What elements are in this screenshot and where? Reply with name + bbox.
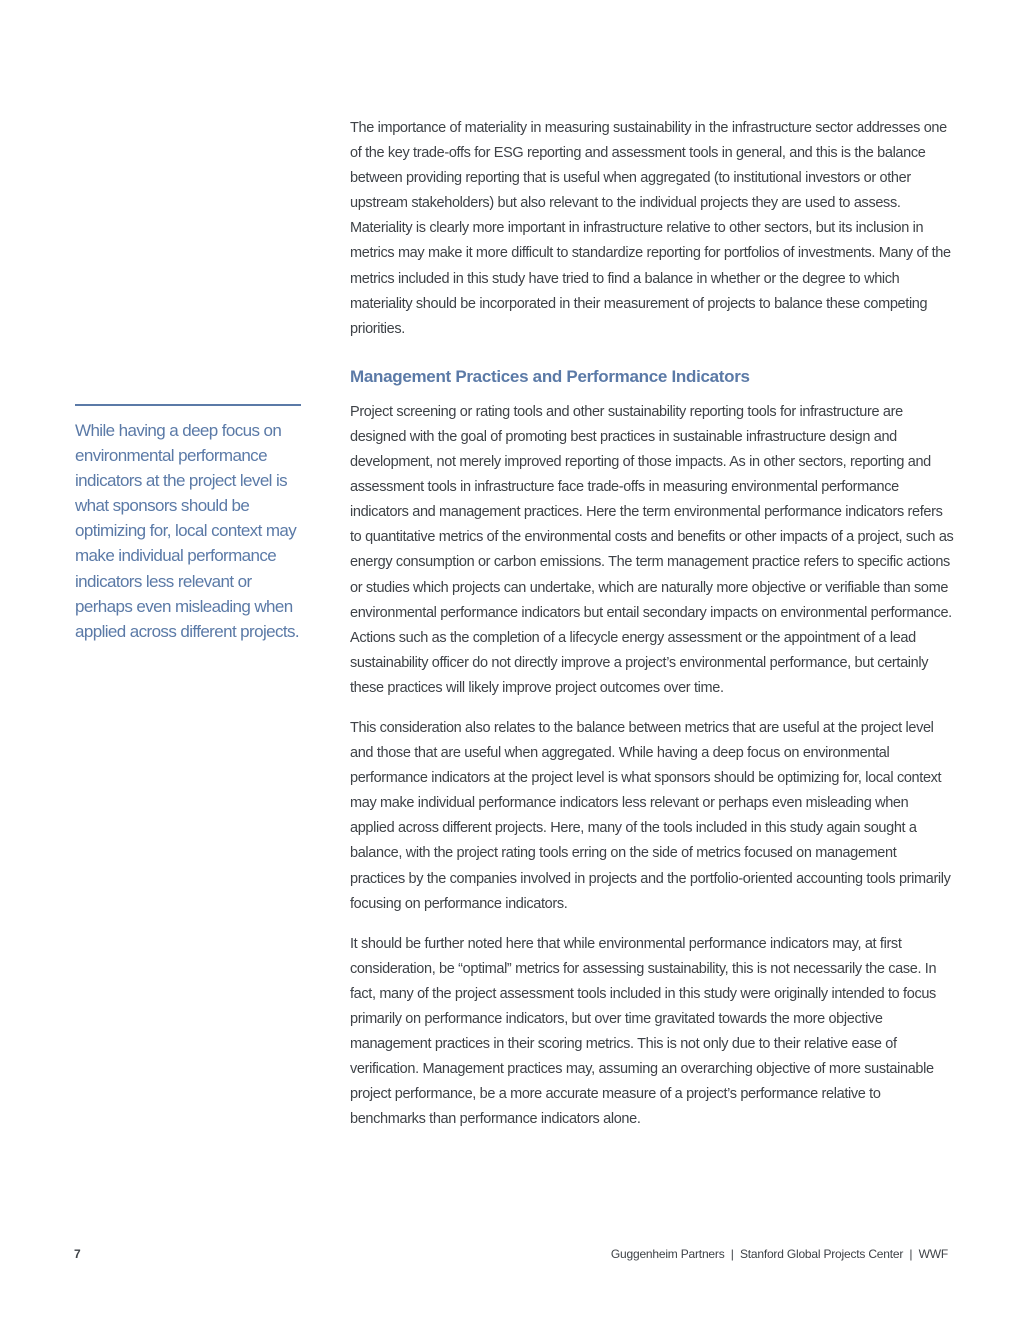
page-number: 7 xyxy=(74,1247,81,1261)
callout-divider xyxy=(75,404,301,406)
body-paragraph: It should be further noted here that while environmental performance indicators may, at first consideration, be “optimal” metrics for assessing sustainability, this is not necessarily the case. In fact, many of the project assessment tools included in this study were originally intended to focus primarily on performance indicators, but over time gravitated towards the more objective management practices in their scoring metrics. This is not only due to their relative ease of verification. Management practices may, assuming an overarching objective of more sustainable project performance, be a more accurate measure of a project’s performance relative to benchmarks than performance indicators alone. xyxy=(350,935,937,1128)
sidebar-callout xyxy=(75,404,301,644)
main-column xyxy=(350,116,954,1132)
body-paragraph: This consideration also relates to the balance between metrics that are useful at the project level and those that are useful when aggregated. While having a deep focus on environmental performance indicators at the project level is what sponsors should be optimizing for, local context may make individual performance indicators less relevant or perhaps even misleading when applied across different projects. Here, many of the tools included in this study again sought a balance, with the project rating tools erring on the side of metrics focused on management practices by the companies involved in projects and the portfolio-oriented accounting tools primarily focusing on performance indicators. xyxy=(350,719,951,912)
body-paragraph: Project screening or rating tools and other sustainability reporting tools for infrastructure are designed with the goal of promoting best practices in sustainable infrastructure design and development, not merely improved reporting of those impacts. As in other sectors, reporting and assessment tools in infrastructure face trade-offs in measuring environmental performance indicators and management practices. Here the term environmental performance indicators refers to quantitative metrics of the environmental costs and benefits or other impacts of a project, such as energy consumption or carbon emissions. The term management practice refers to specific actions or studies which projects can undertake, which are naturally more objective or verifiable than some environmental performance indicators but entail secondary impacts on environmental performance. Actions such as the completion of a lifecycle energy assessment or the appointment of a lead sustainability officer do not directly improve a project’s environmental performance, but certainly these practices will likely improve project outcomes over time. xyxy=(350,403,954,696)
footer-credits: Guggenheim Partners | Stanford Global Projects Center | WWF xyxy=(610,1247,948,1261)
body-paragraph: The importance of materiality in measuring sustainability in the infrastructure sector addresses one of the key trade-offs for ESG reporting and assessment tools in general, and this is the balance between providing reporting that is useful when aggregated (to institutional investors or other upstream stakeholders) but also relevant to the individual projects they are used to assess. Materiality is clearly more important in infrastructure relative to other sectors, but its inclusion in metrics may make it more difficult to standardize reporting for portfolios of investments. Many of the metrics included in this study have tried to find a balance in whether or the degree to which materiality should be incorporated in their measurement of projects to balance these competing priorities. xyxy=(350,120,951,337)
pull-quote: While having a deep focus on environmental performance indicators at the project level is what sponsors should be optimizing for, local context may make individual performance indicators less relevant or perhaps even misleading when applied across different projects. xyxy=(75,421,300,641)
section-heading: Management Practices and Performance Indicators xyxy=(350,366,750,386)
